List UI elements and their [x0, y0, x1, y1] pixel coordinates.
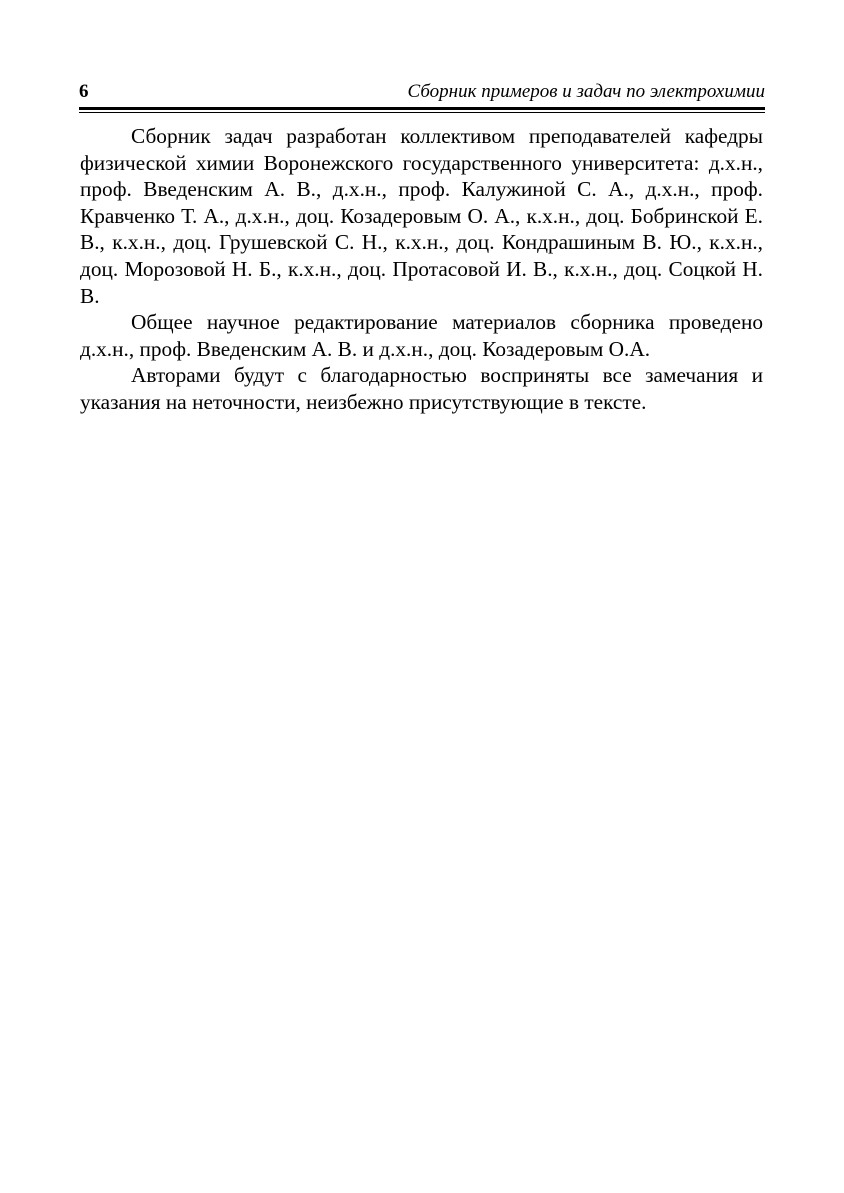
running-title: Сборник примеров и задач по электрохимии	[407, 81, 765, 102]
body-text	[80, 123, 763, 416]
header-rule-thick	[79, 107, 765, 110]
page-number: 6	[79, 81, 89, 102]
page-header	[79, 78, 765, 106]
paragraph-editing: Общее научное редактирование материалов сборника проведено д.х.н., проф. Введенским А. В. и д.х.н., доц. Козадеровым О.А.	[80, 310, 763, 361]
paragraph-feedback: Авторами будут с благодарностью восприняты все замечания и указания на неточности, неизбежно присутствующие в тексте.	[80, 363, 763, 414]
header-rule-thin	[79, 112, 765, 113]
paragraph-authors: Сборник задач разработан коллективом преподавателей кафедры физической химии Воронежского государственного университета: д.х.н., проф. Введенским А. В., д.х.н., проф. Калужиной С. А., д.х.н., проф. Кравченко Т. А., д.х.н., доц. Козадеровым О. А., к.х.н., доц. Бобринской Е. В., к.х.н., доц. Грушевской С. Н., к.х.н., доц. Кондрашиным В. Ю., к.х.н., доц. Морозовой Н. Б., к.х.н., доц. Протасовой И. В., к.х.н., доц. Соцкой Н. В.	[80, 124, 763, 308]
